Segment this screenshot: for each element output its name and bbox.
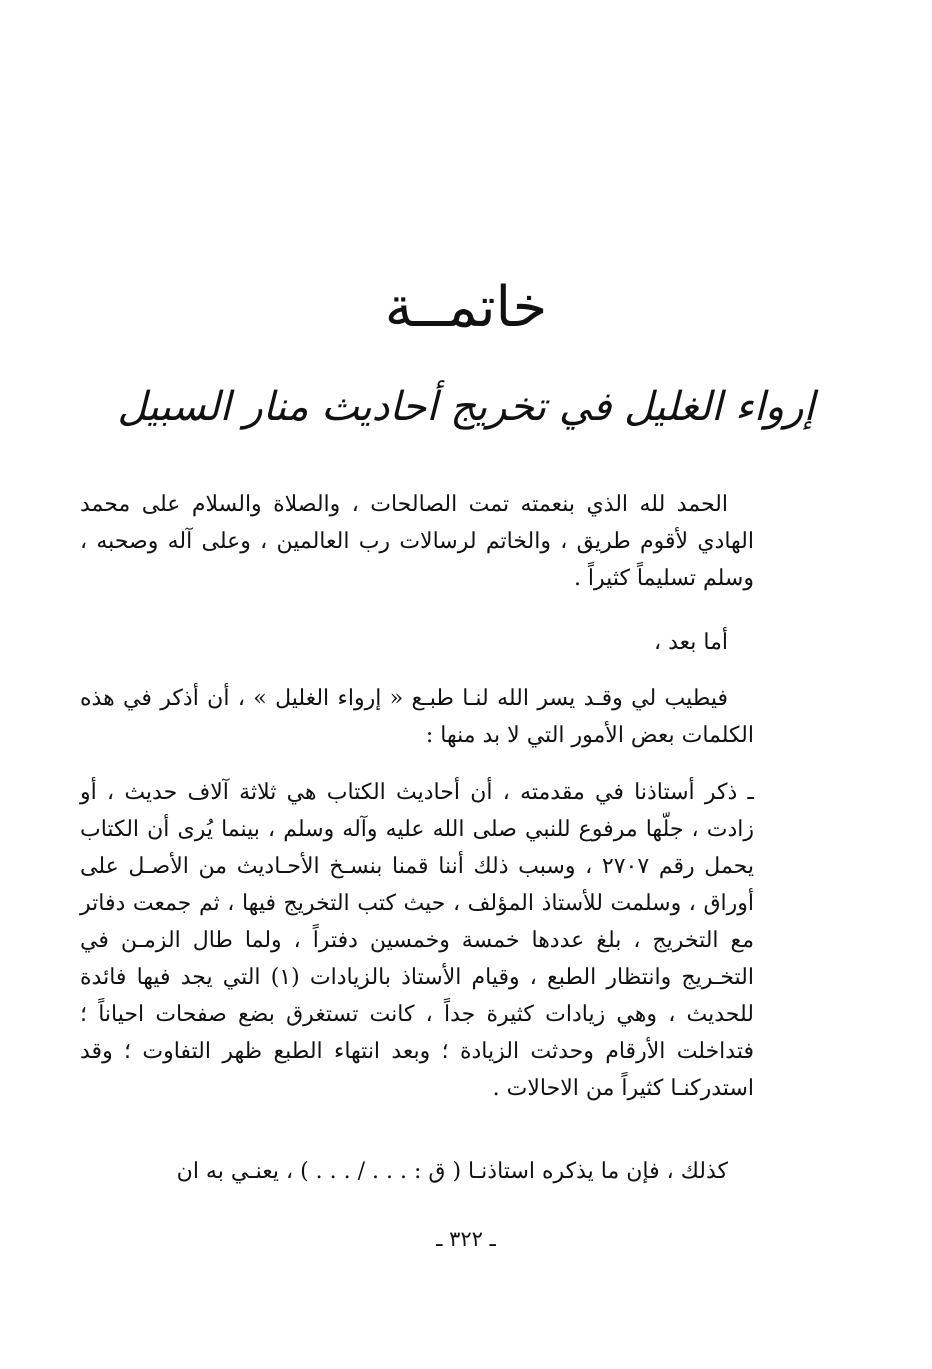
paragraph-opening: الحمد لله الذي بنعمته تمت الصالحات ، والصلاة والسلام على محمد الهادي لأقوم طريق ، والخاتم لرسالات رب العالمين ، وعلى آله وصحبه ، وسلم تسليماً كثيراً . [80, 492, 754, 591]
page-title: خاتمــة [384, 275, 548, 340]
page-number: ـ ٣٢٢ ـ [436, 1227, 496, 1251]
paragraph-references: كذلك ، فإن ما يذكره استاذنـا ( ق : . . . / . . . ) ، يعنـي به ان [176, 1159, 728, 1184]
paragraph-note-hadith-count: ـ ذكر أستاذنا في مقدمته ، أن أحاديث الكتاب هي ثلاثة آلاف حديث ، أو زادت ، جلّها مرفوع للنبي صلى الله عليه وآله وسلم ، بينما يُرى أن الكتاب يحمل رقم ٢٧٠٧ ، وسبب ذلك أننا قمنا بنسـخ الأحـاديث من الأصـل على أوراق ، وسلمت للأستاذ المؤلف ، حيث كتب التخريج فيها ، ثم جمعت دفاتر مع التخريج ، بلغ عددها خمسة وخمسين دفتراً ، ولما طال الزمـن في التخـريج وانتظار الطبع ، وقيام الأستاذ بالزيادات (١) التي يجد فيها فائدة للحديث ، وهي زيادات كثيرة جداً ، كانت تستغرق بضع صفحات احياناً ؛ فتداخلت الأرقام وحدثت الزيادة ؛ وبعد انتهاء الطبع ظهر التفاوت ؛ وقد استدركنـا كثيراً من الاحالات . [80, 780, 754, 1101]
book-subtitle: إرواء الغليل في تخريج أحاديث منار السبيل [117, 384, 815, 430]
paragraph-intro: فيطيب لي وقـد يسر الله لنـا طبـع « إرواء الغليل » ، أن أذكر في هذه الكلمات بعض الأمور التي لا بد منها : [80, 686, 754, 748]
paragraph-amma-baad: أما بعد ، [654, 630, 728, 655]
